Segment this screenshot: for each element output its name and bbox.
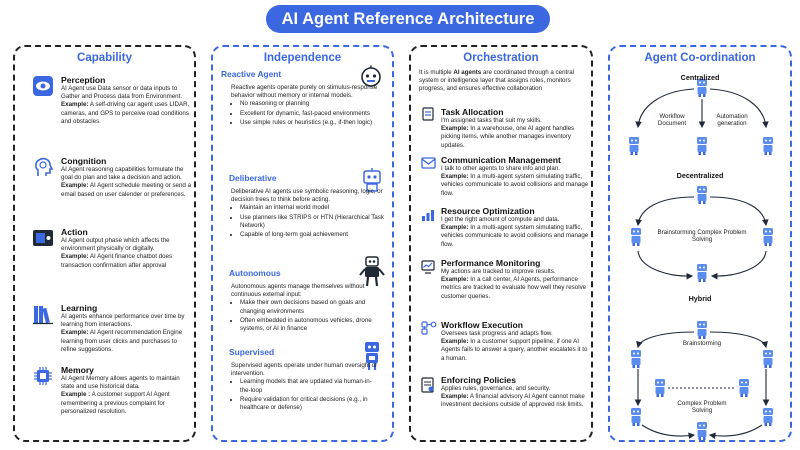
reactive-bullet: • Excellent for dynamic, fast-paced environments bbox=[240, 110, 389, 118]
agent-robot bbox=[763, 137, 773, 155]
intro-text-rest: are coordinated through a central system or intelligence layer that assigns roles, monitors progress, and ensures effective collaboration bbox=[419, 69, 575, 93]
cognition-heading: Congnition bbox=[61, 156, 107, 166]
agent-robot bbox=[631, 350, 641, 368]
perception-body: AI Agent use Data sensor or data inputs to Gather and Process data from Environment. bbox=[61, 85, 183, 101]
agent-robot bbox=[697, 422, 707, 440]
decentralized-heading: Decentralized bbox=[676, 171, 724, 180]
action-section bbox=[61, 227, 193, 270]
supervised-section bbox=[231, 362, 381, 413]
action-example: AI Agent finance chatbot does transaction confirmation after approval bbox=[61, 253, 173, 269]
task-allocation-section bbox=[441, 107, 589, 150]
performance-body: My actions are tracked to improve results. bbox=[441, 268, 556, 275]
agent-robot bbox=[631, 228, 641, 246]
example-label: Example: bbox=[441, 338, 469, 346]
centralized-heading: Centralized bbox=[680, 73, 720, 82]
perception-heading: Perception bbox=[61, 75, 106, 85]
communication-body: I talk to other agents to share info and plan. bbox=[441, 165, 561, 172]
cognition-body: AI Agent reasoning capabilities formulate the goal do plan and take a decision and action. bbox=[61, 166, 184, 182]
task-allocation-heading: Task Allocation bbox=[441, 107, 504, 117]
capability-panel bbox=[13, 45, 196, 442]
task-allocation-body: I'm assigned tasks that suit my skills. bbox=[441, 117, 542, 124]
monitor-icon bbox=[421, 260, 435, 274]
task-allocation-example: In a warehouse, one AI agent handles picking items, while another manages inventory updates. bbox=[441, 125, 575, 149]
learning-body: AI agents enhance performance over time by learning from interactions. bbox=[61, 313, 185, 329]
resource-body: I get the right amount of compute and data. bbox=[441, 216, 560, 223]
autonomous-bullet: • Make their own decisions based on goals and changing environments bbox=[240, 299, 389, 315]
supervised-body: Supervised agents operate under human oversight or intervention. bbox=[231, 362, 378, 378]
agent-robot bbox=[697, 137, 707, 155]
decentralized-label: Brainstorming Complex Problem Solving bbox=[657, 229, 747, 243]
coordination-panel bbox=[608, 45, 792, 442]
action-icon bbox=[32, 227, 54, 249]
action-body: AI Agent output phase which affects the environment physically or digitally. bbox=[61, 237, 170, 253]
brain-head-icon bbox=[32, 156, 54, 178]
reactive-body: Reactive agents operate purely on stimulus-response behavior without memory or internal models. bbox=[231, 84, 378, 100]
deliberative-bullet: • Maintain an internal world model bbox=[240, 204, 389, 212]
reactive-heading: Reactive Agent bbox=[221, 69, 282, 79]
performance-section bbox=[441, 258, 589, 301]
resource-section bbox=[441, 206, 589, 249]
policies-example: A financial advisory AI Agent cannot make investment decisions outside of approved risk limits. bbox=[441, 393, 585, 409]
example-label: Example: bbox=[441, 276, 469, 284]
orchestration-intro bbox=[419, 69, 587, 94]
workflow-body: Oversees task progress and adapts flow. bbox=[441, 330, 553, 337]
communication-example: In a multi-agent system simulating traffic, vehicles communicate to avoid collisions and manage flow. bbox=[441, 173, 589, 197]
agent-robot bbox=[697, 186, 707, 204]
autonomous-bullet: • Often embedded in autonomous vehicles, drone systems, or AI in finance bbox=[240, 317, 389, 333]
action-example-label: Example: bbox=[61, 253, 89, 261]
agent-robot bbox=[763, 228, 773, 246]
cognition-example: AI Agent schedule meeting or send a email based on user calender or preferences. bbox=[61, 182, 192, 198]
agent-robot bbox=[763, 408, 773, 426]
agent-robot bbox=[631, 408, 641, 426]
deliberative-section bbox=[231, 188, 389, 240]
task-allocation-icon bbox=[421, 107, 435, 121]
example-label: Example: bbox=[441, 125, 469, 133]
memory-body: AI Agent Memory allows agents to maintain state and use historical data. bbox=[61, 375, 180, 391]
agent-robot bbox=[697, 321, 707, 339]
memory-section bbox=[61, 365, 193, 416]
workflow-example: In a customer support pipeline, if one AI Agents fails to answer a query, another escalates it to a human. bbox=[441, 338, 588, 362]
intro-bold: AI agents bbox=[453, 69, 482, 76]
coordination-diagram bbox=[610, 47, 794, 444]
agent-robot bbox=[629, 137, 639, 155]
memory-heading: Memory bbox=[61, 365, 94, 375]
deliberative-bullet: • Capable of long-term goal achievement bbox=[240, 231, 389, 239]
policy-document-icon bbox=[421, 377, 435, 393]
cognition-section bbox=[61, 156, 193, 199]
perception-example: A self-driving car agent uses LIDAR, cameras, and GPS to perceive road conditions and obstacles. bbox=[61, 101, 190, 125]
capability-title: Capability bbox=[77, 52, 132, 64]
communication-section bbox=[441, 155, 589, 198]
workflow-section bbox=[441, 320, 589, 363]
reactive-section bbox=[231, 84, 389, 128]
eye-icon bbox=[32, 75, 54, 97]
workflow-heading: Workflow Execution bbox=[441, 320, 523, 330]
orchestration-panel bbox=[409, 45, 593, 442]
resource-example: In a multi-agent system simulating traffic, vehicles communicate to avoid collisions and manage flow. bbox=[441, 224, 589, 248]
reactive-bullet: • No reasoning or planning bbox=[240, 100, 389, 108]
perception-example-label: Example: bbox=[61, 101, 89, 109]
performance-heading: Performance Monitoring bbox=[441, 258, 541, 268]
example-label: Example: bbox=[441, 173, 469, 181]
independence-title: Independence bbox=[263, 52, 342, 64]
memory-example-label: Example : bbox=[61, 391, 91, 399]
autonomous-heading: Autonomous bbox=[229, 268, 281, 278]
learning-heading: Learning bbox=[61, 303, 98, 313]
workflow-icon bbox=[421, 321, 437, 335]
intro-text: It is multiple bbox=[419, 69, 454, 76]
agent-robot bbox=[739, 379, 749, 397]
action-heading: Action bbox=[61, 227, 88, 237]
coordination-title: Agent Co-ordination bbox=[644, 52, 756, 64]
policies-section bbox=[441, 375, 589, 410]
deliberative-bullet: • Use planners like STRIPS or HTN (Hierarchical Task Network) bbox=[240, 214, 389, 230]
supervised-bullet: • Learning models that are updated via human-in-the-loop bbox=[240, 378, 381, 394]
agent-robot bbox=[697, 264, 707, 282]
learning-section bbox=[61, 303, 193, 354]
perception-section bbox=[61, 75, 193, 126]
orchestration-title: Orchestration bbox=[463, 52, 539, 64]
books-icon bbox=[32, 303, 54, 325]
policies-body: Applies rules, governance, and security. bbox=[441, 385, 551, 392]
cognition-example-label: Example: bbox=[61, 182, 89, 190]
hybrid-heading: Hybrid bbox=[688, 294, 712, 303]
learning-example-label: Example: bbox=[61, 329, 89, 337]
example-label: Example: bbox=[441, 393, 469, 401]
deliberative-heading: Deliberative bbox=[229, 173, 277, 183]
hybrid-brainstorming-label: Brainstorming bbox=[682, 340, 722, 347]
automation-generation-label: Automation generation bbox=[716, 113, 748, 127]
chip-icon bbox=[32, 365, 54, 387]
independence-panel bbox=[211, 45, 394, 442]
autonomous-body: Autonomous agents manage themselves without continuous external input: bbox=[231, 283, 365, 299]
resource-heading: Resource Optimization bbox=[441, 206, 535, 216]
example-label: Example: bbox=[441, 224, 469, 232]
learning-example: AI Agent recommendation Engine learning from user clicks and purchases to refine suggestions. bbox=[61, 329, 183, 353]
communication-heading: Communication Management bbox=[441, 155, 561, 165]
deliberative-body: Deliberative AI agents use symbolic reasoning, logic, or decision trees to think before acting. bbox=[231, 188, 383, 204]
memory-example: A customer support AI Agent remembering a previous complaint for personalized resolution. bbox=[61, 391, 170, 415]
reactive-bullet: • Use simple rules or heuristics (e.g., if-then logic) bbox=[240, 119, 389, 127]
autonomous-section bbox=[231, 283, 389, 334]
supervised-heading: Supervised bbox=[229, 347, 275, 357]
resource-chart-icon bbox=[421, 208, 435, 222]
agent-robot bbox=[763, 350, 773, 368]
page-title: AI Agent Reference Architecture bbox=[266, 5, 550, 33]
supervised-bullet: • Require validation for critical decisions (e.g., in healthcare or defense) bbox=[240, 396, 381, 412]
policies-heading: Enforcing Policies bbox=[441, 375, 516, 385]
envelope-icon bbox=[421, 157, 436, 169]
hybrid-complex-label: Complex Problem Solving bbox=[677, 400, 727, 414]
workflow-document-label: Workflow Document bbox=[657, 113, 687, 127]
agent-robot bbox=[655, 379, 665, 397]
performance-example: In a call center, AI Agents, performance metrics are tracked to evaluate how well they resolve customer queries. bbox=[441, 276, 587, 300]
